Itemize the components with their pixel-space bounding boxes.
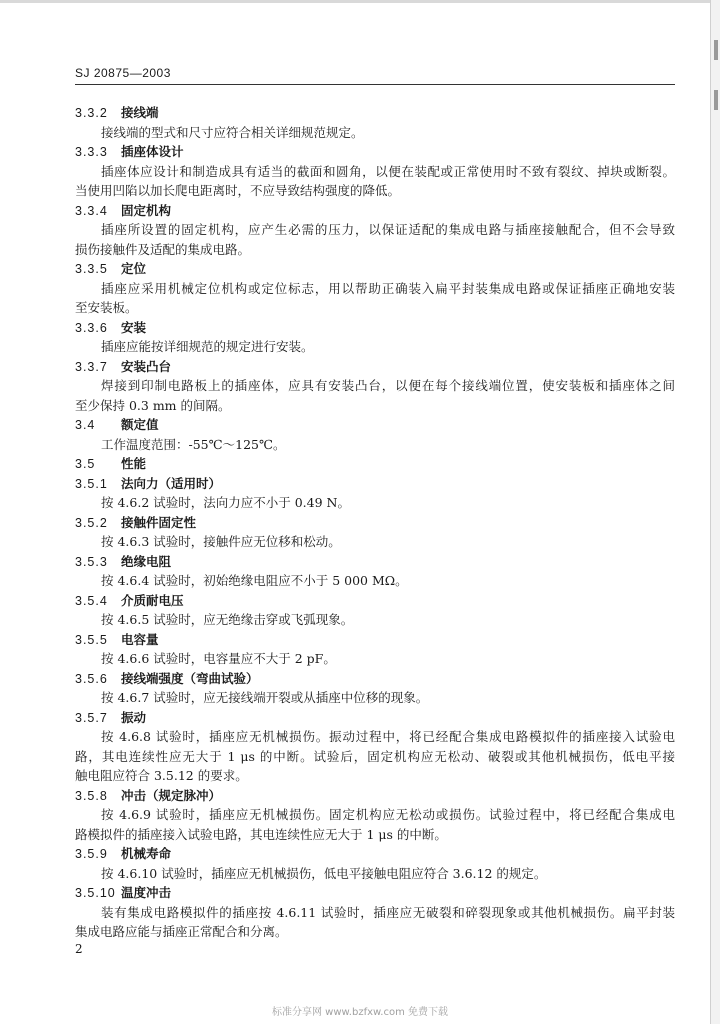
section-heading xyxy=(75,708,675,728)
section-heading xyxy=(75,786,675,806)
section-paragraph xyxy=(75,805,675,844)
section-heading xyxy=(75,844,675,864)
section-title: 接触件固定性 xyxy=(121,514,197,530)
paragraph-line: 按 4.6.9 试验时，插座应无机械损伤。固定机构应无松动或损伤。试验过程中，将已经配合集成电 xyxy=(101,807,675,822)
section-paragraph xyxy=(75,864,675,884)
section-heading xyxy=(75,357,675,377)
section-title: 接线端 xyxy=(121,105,159,120)
paragraph-line: 插座应能按详细规范的规定进行安装。 xyxy=(101,339,314,354)
paragraph-line: 按 4.6.6 试验时，电容量应不大于 2 pF。 xyxy=(101,651,336,666)
paragraph-line: 焊接到印制电路板上的插座体，应具有安装凸台，以便在每个接线端位置，使安装板和插座体之间 xyxy=(101,378,675,393)
paragraph-line: 损伤接触件及适配的集成电路。 xyxy=(75,241,251,257)
section-heading xyxy=(75,883,675,903)
section-paragraph xyxy=(75,162,675,201)
paragraph-line: 按 4.6.7 试验时，应无接线端开裂或从插座中位移的现象。 xyxy=(101,690,429,705)
paragraph-line: 至安装板。 xyxy=(75,300,138,315)
paragraph-line: 路，其电连续性应无大于 1 μs 的中断。试验后，固定机构应无松动、破裂或其他机械损伤，低电平接 xyxy=(75,748,675,764)
paragraph-line: 按 4.6.2 试验时，法向力应不小于 0.49 N。 xyxy=(101,495,350,510)
section-number: 3.3.2 xyxy=(75,106,108,120)
paragraph-line: 按 4.6.5 试验时，应无绝缘击穿或飞弧现象。 xyxy=(101,612,354,627)
section-paragraph xyxy=(75,571,675,591)
paragraph-line: 插座所设置的固定机构，应产生必需的压力，以保证适配的集成电路与插座接触配合，但不会导致 xyxy=(101,222,675,237)
scan-top-edge xyxy=(0,0,720,3)
paragraph-line: 触电阻应符合 3.5.12 的要求。 xyxy=(75,768,248,783)
section-number: 3.3.5 xyxy=(75,262,108,276)
section-title: 冲击（规定脉冲） xyxy=(121,787,222,803)
section-title: 温度冲击 xyxy=(121,885,172,900)
section-number: 3.5.4 xyxy=(75,593,108,608)
paragraph-line: 接线端的型式和尺寸应符合相关详细规范规定。 xyxy=(101,124,364,140)
section-title: 性能 xyxy=(121,456,147,471)
section-paragraph xyxy=(75,376,675,415)
section-title: 接线端强度（弯曲试验） xyxy=(121,670,259,686)
section-paragraph xyxy=(75,337,675,357)
section-paragraph xyxy=(75,435,675,455)
section-number: 3.5.2 xyxy=(75,515,108,530)
section-heading xyxy=(75,591,675,611)
section-number: 3.5.7 xyxy=(75,710,108,725)
section-number: 3.3.6 xyxy=(75,320,108,335)
section-heading xyxy=(75,142,675,162)
paragraph-line: 集成电路应能与插座正常配合和分离。 xyxy=(75,924,288,939)
section-paragraph xyxy=(75,220,675,259)
section-number: 3.5 xyxy=(75,457,96,471)
section-paragraph xyxy=(75,279,675,318)
section-paragraph xyxy=(75,903,675,942)
section-paragraph xyxy=(75,532,675,552)
section-title: 绝缘电阻 xyxy=(121,553,172,569)
section-title: 额定值 xyxy=(121,417,159,432)
section-heading xyxy=(75,474,675,494)
section-number: 3.4 xyxy=(75,418,96,432)
section-heading xyxy=(75,630,675,650)
section-heading xyxy=(75,318,675,338)
section-heading xyxy=(75,513,675,533)
section-number: 3.5.1 xyxy=(75,476,108,491)
section-title: 定位 xyxy=(121,261,147,276)
section-title: 安装 xyxy=(121,319,147,335)
section-number: 3.3.7 xyxy=(75,359,108,374)
paragraph-line: 当使用凹陷以加长爬电距离时，不应导致结构强度的降低。 xyxy=(75,183,401,198)
section-number: 3.5.6 xyxy=(75,671,108,686)
section-paragraph xyxy=(75,493,675,513)
section-number: 3.5.9 xyxy=(75,847,108,861)
section-number: 3.5.8 xyxy=(75,788,108,803)
section-title: 法向力（适用时） xyxy=(121,475,222,491)
paragraph-line: 插座体应设计和制造成具有适当的截面和圆角，以便在装配或正常使用时不致有裂纹、掉块或断裂。 xyxy=(101,163,675,179)
paragraph-line: 按 4.6.8 试验时，插座应无机械损伤。振动过程中，将已经配合集成电路模拟件的插座接入试验电 xyxy=(101,729,675,744)
section-paragraph xyxy=(75,649,675,669)
section-number: 3.5.5 xyxy=(75,632,108,647)
scan-edge-mark xyxy=(714,40,718,60)
section-paragraph xyxy=(75,123,675,143)
page-number: 2 xyxy=(75,942,83,956)
section-title: 插座体设计 xyxy=(121,144,184,159)
paragraph-line: 装有集成电路模拟件的插座按 4.6.11 试验时，插座应无破裂和碎裂现象或其他机械损伤。扁平封装 xyxy=(101,904,675,920)
section-paragraph xyxy=(75,688,675,708)
section-heading xyxy=(75,103,675,123)
document-body xyxy=(75,103,675,942)
section-number: 3.3.4 xyxy=(75,203,108,218)
section-title: 电容量 xyxy=(121,631,159,647)
paragraph-line: 工作温度范围：-55℃～125℃。 xyxy=(101,436,286,452)
section-title: 固定机构 xyxy=(121,202,172,218)
scan-right-edge xyxy=(710,0,720,1024)
section-heading xyxy=(75,259,675,279)
watermark-footer: 标准分享网 www.bzfxw.com 免费下载 xyxy=(272,1007,448,1018)
section-title: 安装凸台 xyxy=(121,358,172,374)
section-title: 振动 xyxy=(121,709,147,725)
paragraph-line: 按 4.6.4 试验时，初始绝缘电阻应不小于 5 000 MΩ。 xyxy=(101,573,408,588)
section-paragraph xyxy=(75,610,675,630)
section-title: 介质耐电压 xyxy=(121,592,184,608)
section-title: 机械寿命 xyxy=(121,846,172,861)
section-heading xyxy=(75,552,675,572)
scan-edge-mark xyxy=(714,90,718,110)
paragraph-line: 按 4.6.3 试验时，接触件应无位移和松动。 xyxy=(101,534,341,549)
paragraph-line: 按 4.6.10 试验时，插座应无机械损伤，低电平接触电阻应符合 3.6.12 的规定。 xyxy=(101,865,547,881)
paragraph-line: 至少保持 0.3 mm 的间隔。 xyxy=(75,397,231,413)
section-number: 3.5.3 xyxy=(75,554,108,569)
header-rule xyxy=(75,84,675,85)
document-code: SJ 20875—2003 xyxy=(75,66,171,80)
section-heading xyxy=(75,201,675,221)
section-heading xyxy=(75,415,675,435)
section-heading xyxy=(75,669,675,689)
section-number: 3.3.3 xyxy=(75,145,108,159)
section-number: 3.5.10 xyxy=(75,886,116,900)
paragraph-line: 路模拟件的插座接入试验电路，其电连续性应无大于 1 μs 的中断。 xyxy=(75,826,447,842)
section-paragraph xyxy=(75,727,675,786)
paragraph-line: 插座应采用机械定位机构或定位标志，用以帮助正确装入扁平封装集成电路或保证插座正确地安装 xyxy=(101,280,675,296)
section-heading xyxy=(75,454,675,474)
